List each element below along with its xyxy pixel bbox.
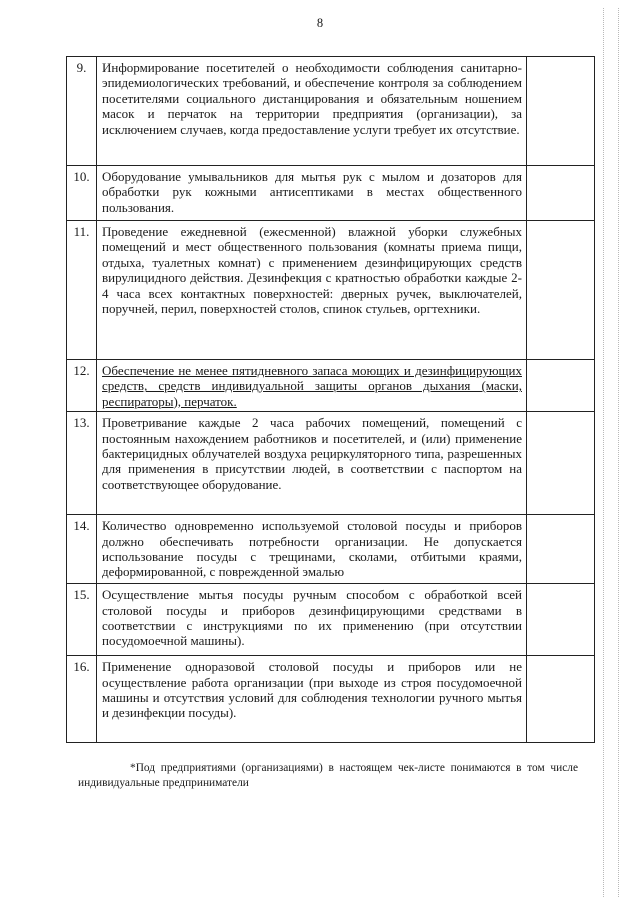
row-requirement-text: Информирование посетителей о необходимости соблюдения санитарно-эпидемиологических требований, и обеспечение контроля за соблюдением посетителями социального дистанцирования и обязательным ношением масок и перчаток на территории предприятия (организации), за исключением случаев, когда предоставление услуги требует их отсутствие.	[97, 57, 527, 166]
checklist-table	[66, 56, 595, 743]
row-number: 10.	[67, 166, 97, 221]
table-row	[67, 656, 595, 743]
scan-edge-line	[618, 8, 619, 897]
scan-edge-line	[603, 8, 604, 897]
row-number: 14.	[67, 515, 97, 584]
row-number: 16.	[67, 656, 97, 743]
table-row	[67, 584, 595, 656]
row-mark-cell[interactable]	[527, 515, 595, 584]
page-number: 8	[316, 16, 324, 30]
row-mark-cell[interactable]	[527, 584, 595, 656]
table-row	[67, 515, 595, 584]
table-row	[67, 166, 595, 221]
row-mark-cell[interactable]	[527, 57, 595, 166]
row-requirement-text: Применение одноразовой столовой посуды и приборов или не осуществление работа организации (при выходе из строя посудомоечной машины и отсутствия условий для соблюдения технологии ручного мытья и дезинфекции посуды).	[97, 656, 527, 743]
row-number: 11.	[67, 221, 97, 360]
footnote: *Под предприятиями (организациями) в настоящем чек-листе понимаются в том числе индивидуальные предприниматели	[78, 762, 578, 789]
row-mark-cell[interactable]	[527, 221, 595, 360]
row-requirement-text: Обеспечение не менее пятидневного запаса моющих и дезинфицирующих средств, средств индивидуальной защиты органов дыхания (маски, респираторы), перчаток.	[97, 360, 527, 412]
row-mark-cell[interactable]	[527, 360, 595, 412]
row-number: 12.	[67, 360, 97, 412]
row-mark-cell[interactable]	[527, 656, 595, 743]
row-number: 13.	[67, 412, 97, 515]
row-requirement-text: Оборудование умывальников для мытья рук с мылом и дозаторов для обработки рук кожными антисептиками в местах общественного пользования.	[97, 166, 527, 221]
table-row	[67, 360, 595, 412]
row-requirement-text: Проветривание каждые 2 часа рабочих помещений, помещений с постоянным нахождением работников и посетителей, и (или) применение бактерицидных облучателей воздуха рециркуляторного типа, разрешенных для применения в присутствии людей, в соответствии с паспортом на соответствующее оборудование.	[97, 412, 527, 515]
table-row	[67, 412, 595, 515]
row-number: 15.	[67, 584, 97, 656]
row-mark-cell[interactable]	[527, 166, 595, 221]
table-row	[67, 221, 595, 360]
row-mark-cell[interactable]	[527, 412, 595, 515]
row-requirement-text: Осуществление мытья посуды ручным способом с обработкой всей столовой посуды и приборов дезинфицирующими средствами в соответствии с инструкциями по их применению (при отсутствии посудомоечной машины).	[97, 584, 527, 656]
row-requirement-text: Количество одновременно используемой столовой посуды и приборов должно обеспечивать потребности организации. Не допускается использование посуды с трещинами, сколами, отбитыми краями, деформированной, с поврежденной эмалью	[97, 515, 527, 584]
table-row	[67, 57, 595, 166]
row-number: 9.	[67, 57, 97, 166]
row-requirement-text: Проведение ежедневной (ежесменной) влажной уборки служебных помещений и мест общественного пользования (комнаты приема пищи, отдыха, туалетных комнат) с применением дезинфицирующих средств вирулицидного действия. Дезинфекция с кратностью обработки каждые 2-4 часа всех контактных поверхностей: дверных ручек, выключателей, поручней, перил, поверхностей столов, спинок стульев, оргтехники.	[97, 221, 527, 360]
